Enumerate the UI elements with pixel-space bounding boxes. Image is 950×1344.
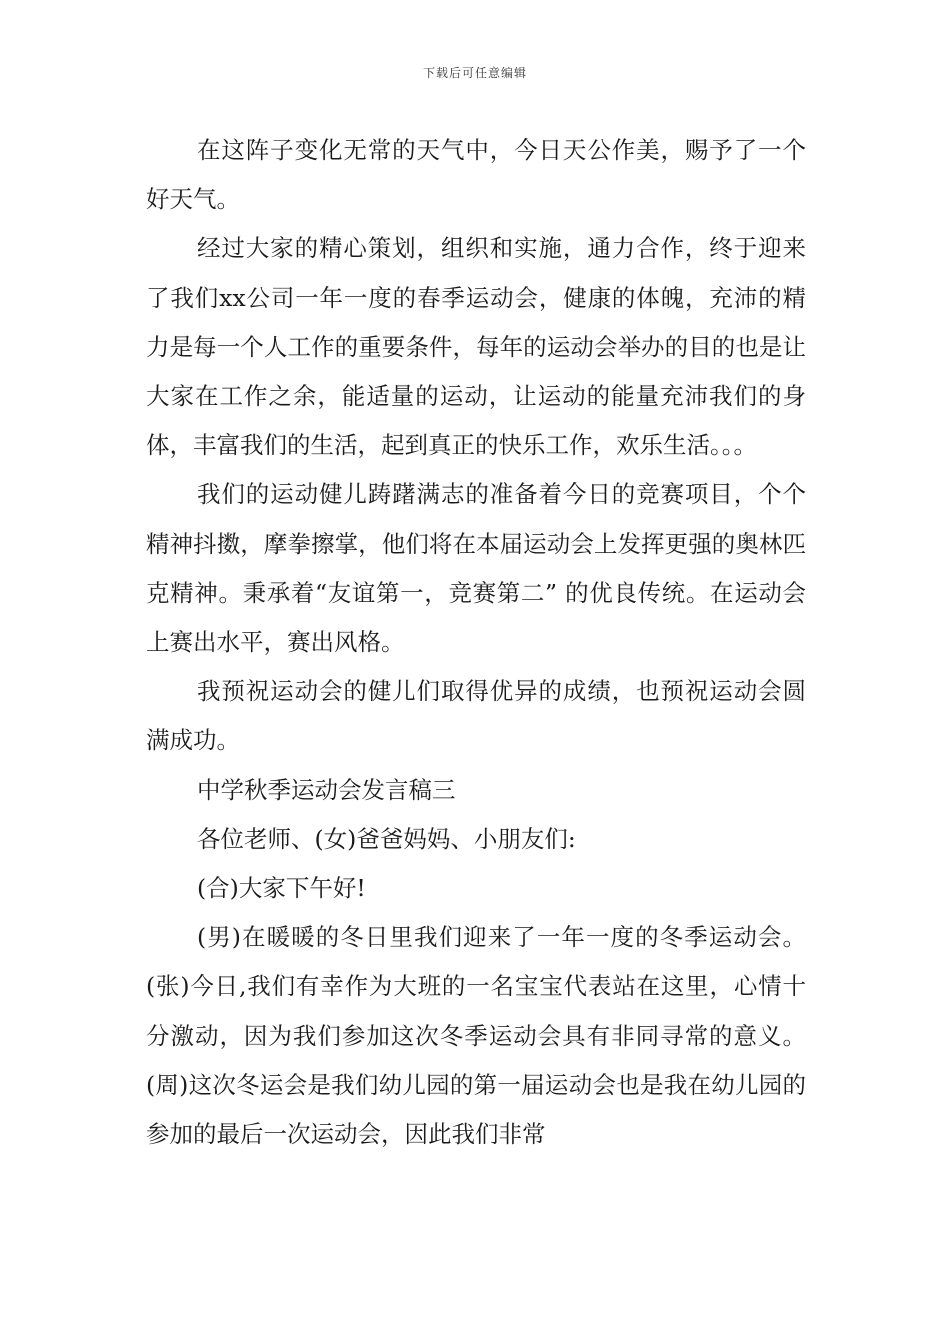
paragraph: 经过大家的精心策划，组织和实施，通力合作，终于迎来了我们xx公司一年一度的春季运动会，健康的体魄，充沛的精力是每一个人工作的重要条件，每年的运动会举办的目的也是让大家在工作之余，能适量的运动，让运动的能量充沛我们的身体，丰富我们的生活，起到真正的快乐工作，欢乐生活。。。 (146, 234, 806, 460)
paragraph: 我们的运动健儿踌躇满志的准备着今日的竞赛项目，个个精神抖擞，摩拳擦掌，他们将在本届运动会上发挥更强的奥林匹克精神。秉承着“友谊第一，竞赛第二” 的优良传统。在运动会上赛出水平，赛出风格。 (146, 480, 806, 657)
page-header-note: 下载后可任意编辑 (422, 66, 527, 80)
salutation: 各位老师、(女)爸爸妈妈、小朋友们: (197, 824, 576, 853)
paragraph: 在这阵子变化无常的天气中，今日天公作美，赐予了一个好天气。 (146, 136, 806, 214)
paragraph: 我预祝运动会的健儿们取得优异的成绩，也预祝运动会圆满成功。 (146, 677, 806, 755)
greeting: (合)大家下午好! (197, 874, 366, 903)
section-title: 中学秋季运动会发言稿三 (197, 775, 456, 804)
document-body (146, 126, 806, 1159)
paragraph: (男)在暖暖的冬日里我们迎来了一年一度的冬季运动会。(张)今日,我们有幸作为大班的一名宝宝代表站在这里，心情十分激动，因为我们参加这次冬季运动会具有非同寻常的意义。(周)这次冬运会是我们幼儿园的第一届运动会也是我在幼儿园的参加的最后一次运动会，因此我们非常 (146, 923, 806, 1149)
